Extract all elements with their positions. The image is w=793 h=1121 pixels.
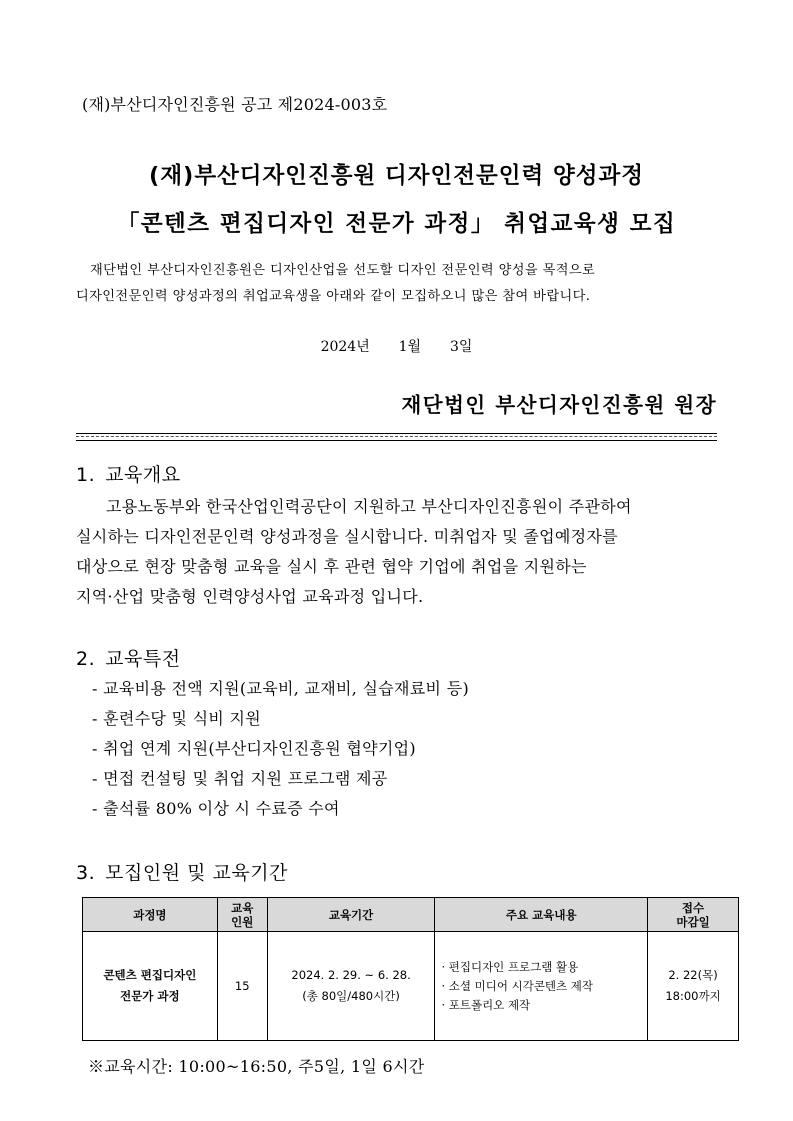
section-number: 2.: [76, 648, 96, 670]
benefits-list: [92, 674, 469, 824]
section-title: 교육개요: [105, 464, 181, 486]
header-course: 과정명: [83, 898, 218, 932]
intro-line: 디자인전문인력 양성과정의 취업교육생을 아래와 같이 모집하오니 많은 참여 바랍니다.: [76, 289, 591, 304]
section-title: 모집인원 및 교육기간: [105, 862, 288, 884]
overview-line: 고용노동부와 한국산업인력공단이 지원하고 부산디자인진흥원이 주관하여: [106, 497, 632, 516]
section-heading-recruitment: [76, 858, 298, 885]
notice-number: (재)부산디자인진흥원 공고 제2024-003호: [82, 95, 388, 114]
cell-content: [435, 932, 648, 1041]
section-number: 1.: [76, 464, 96, 486]
signer: 재단법인 부산디자인진흥원 원장: [401, 393, 717, 417]
date-year: 2024년: [320, 339, 370, 355]
list-item: - 출석률 80% 이상 시 수료증 수여: [92, 799, 340, 818]
content-item: · 포트폴리오 제작: [441, 997, 531, 1012]
date-day: 3일: [449, 339, 473, 355]
table-row: [83, 932, 739, 1041]
schedule-note: ※교육시간: 10:00~16:50, 주5일, 1일 6시간: [88, 1057, 425, 1076]
period-line: 2024. 2. 29. ~ 6. 28.: [291, 968, 411, 982]
course-line: 전문가 과정: [120, 989, 180, 1003]
deadline-line: 2. 22(목): [668, 968, 718, 982]
content-item: · 편집디자인 프로그램 활용: [441, 959, 579, 974]
list-item: - 취업 연계 지원(부산디자인진흥원 협약기업): [92, 739, 416, 758]
section-heading-overview: [76, 460, 191, 487]
overview-paragraph: [76, 492, 717, 612]
intro-line: 재단법인 부산디자인진흥원은 디자인산업을 선도할 디자인 전문인력 양성을 목적으로: [90, 263, 596, 278]
header-content: 주요 교육내용: [435, 898, 648, 932]
list-item: - 훈련수당 및 식비 지원: [92, 709, 262, 728]
cell-course: [83, 932, 218, 1041]
header-period: 교육기간: [267, 898, 435, 932]
table-header-row: [83, 898, 739, 932]
deadline-line: 18:00까지: [665, 989, 721, 1003]
header-count-line: 인원: [231, 914, 254, 929]
overview-line: 지역·산업 맞춤형 인력양성사업 교육과정 입니다.: [76, 587, 424, 606]
header-deadline: [648, 898, 739, 932]
overview-line: 실시하는 디자인전문인력 양성과정을 실시합니다. 미취업자 및 졸업예정자를: [76, 527, 618, 546]
notice-date: [0, 336, 793, 356]
period-line: (총 80일/480시간): [302, 989, 400, 1003]
document-title-line1: (재)부산디자인진흥원 디자인전문인력 양성과정: [149, 163, 644, 189]
cell-deadline: [648, 932, 739, 1041]
list-item: - 면접 컨설팅 및 취업 지원 프로그램 제공: [92, 769, 388, 788]
header-deadline-line: 마감일: [676, 914, 710, 929]
header-count: [217, 898, 267, 932]
cell-count: 15: [217, 932, 267, 1041]
document-title-line2: 「콘텐츠 편집디자인 전문가 과정」 취업교육생 모집: [116, 211, 677, 237]
overview-line: 대상으로 현장 맞춤형 교육을 실시 후 관련 협약 기업에 취업을 지원하는: [76, 557, 587, 576]
header-deadline-line: 접수: [681, 900, 705, 915]
list-item: - 교육비용 전액 지원(교육비, 교재비, 실습재료비 등): [92, 679, 469, 698]
content-item: · 소셜 미디어 시각콘텐츠 제작: [441, 978, 594, 993]
divider: [76, 433, 717, 441]
section-title: 교육특전: [105, 648, 181, 670]
date-month: 1월: [398, 339, 422, 355]
section-heading-benefits: [76, 644, 191, 671]
header-count-line: 교육: [231, 900, 254, 915]
cell-period: [267, 932, 435, 1041]
course-line: 콘텐츠 편집디자인: [103, 968, 197, 982]
section-number: 3.: [76, 862, 96, 884]
intro-paragraph: [76, 258, 717, 310]
recruitment-table: [82, 897, 739, 1041]
